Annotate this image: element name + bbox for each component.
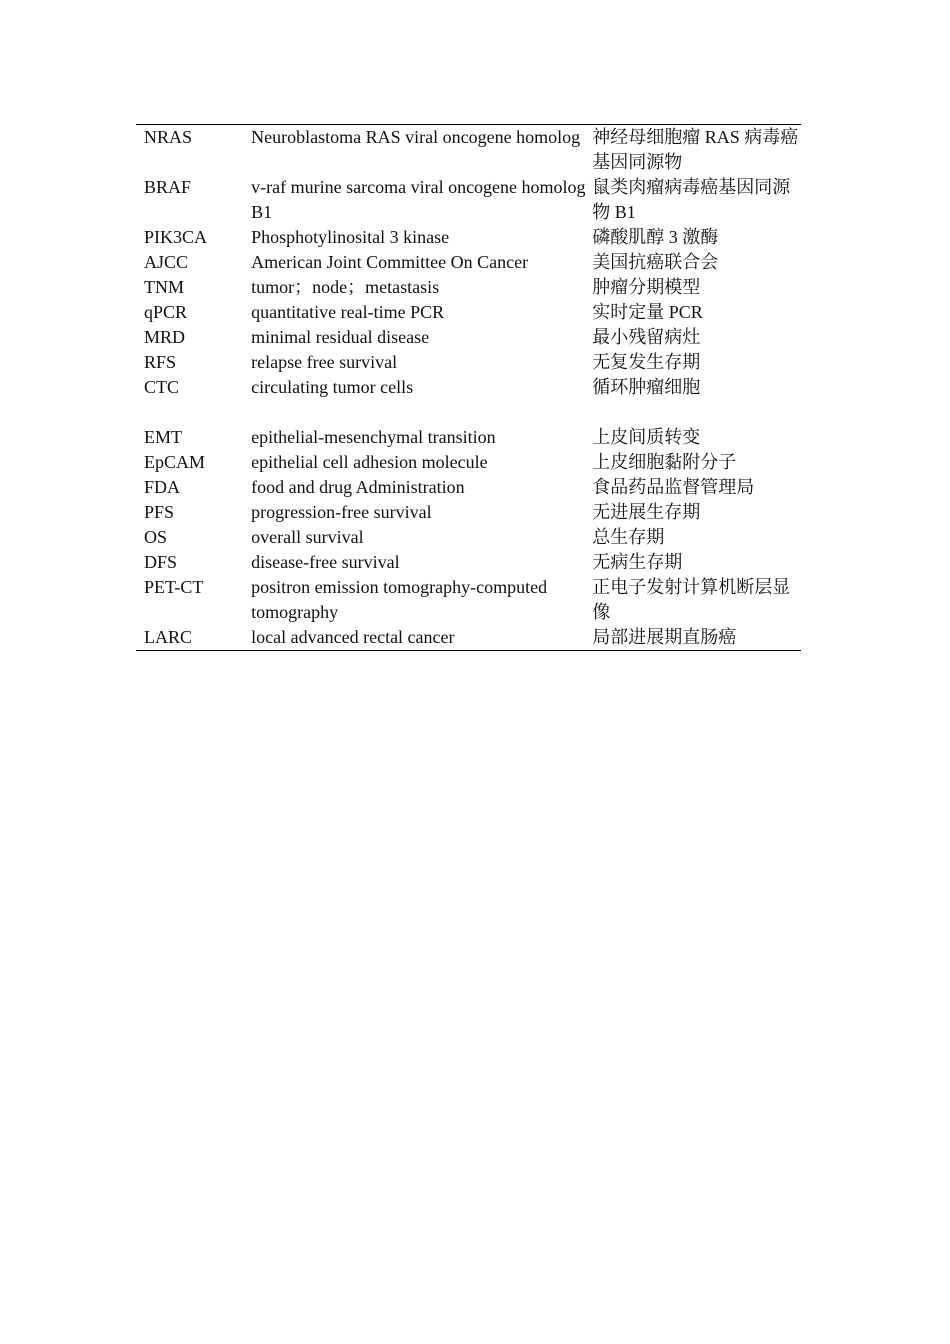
abbreviation-cell: NRAS	[144, 127, 193, 147]
table-row	[136, 325, 801, 350]
chinese-term-cell: 无复发生存期	[592, 352, 701, 372]
blank-cell	[592, 400, 801, 425]
chinese-term-cell: 美国抗癌联合会	[592, 252, 719, 272]
abbreviation-cell: AJCC	[144, 252, 189, 272]
chinese-term-cell: 无病生存期	[592, 552, 683, 572]
english-term-cell: food and drug Administration	[251, 477, 465, 497]
table-row	[136, 250, 801, 275]
chinese-term-cell: 磷酸肌醇 3 激酶	[592, 227, 719, 247]
english-term-cell: circulating tumor cells	[251, 377, 414, 397]
blank-cell	[136, 400, 251, 425]
english-term-cell: American Joint Committee On Cancer	[251, 252, 529, 272]
table-row	[136, 225, 801, 250]
english-term-cell: epithelial-mesenchymal transition	[251, 427, 496, 447]
abbreviation-cell: MRD	[144, 327, 186, 347]
table-row	[136, 625, 801, 651]
english-term-cell: overall survival	[251, 527, 364, 547]
table-row	[136, 350, 801, 375]
table-row	[136, 525, 801, 550]
english-term-cell: progression-free survival	[251, 502, 432, 522]
table-row	[136, 425, 801, 450]
chinese-term-cell: 正电子发射计算机断层显像	[592, 577, 791, 622]
blank-row	[136, 400, 801, 425]
english-term-cell: Phosphotylinosital 3 kinase	[251, 227, 450, 247]
chinese-term-cell: 上皮间质转变	[592, 427, 701, 447]
english-term-cell: relapse free survival	[251, 352, 398, 372]
english-term-cell: quantitative real-time PCR	[251, 302, 445, 322]
table-row	[136, 500, 801, 525]
abbreviation-cell: LARC	[144, 627, 193, 647]
abbreviation-cell: PET-CT	[144, 577, 204, 597]
chinese-term-cell: 实时定量 PCR	[592, 302, 703, 322]
table-row	[136, 275, 801, 300]
table-row	[136, 550, 801, 575]
english-term-cell: v-raf murine sarcoma viral oncogene homolog B1	[251, 177, 586, 222]
abbreviation-cell: TNM	[144, 277, 184, 297]
chinese-term-cell: 食品药品监督管理局	[592, 477, 755, 497]
table-row	[136, 450, 801, 475]
english-term-cell: disease-free survival	[251, 552, 400, 572]
abbreviation-cell: EMT	[144, 427, 182, 447]
table-row	[136, 475, 801, 500]
abbreviation-cell: PIK3CA	[144, 227, 208, 247]
blank-cell	[251, 400, 592, 425]
chinese-term-cell: 肿瘤分期模型	[592, 277, 701, 297]
english-term-cell: tumor；node；metastasis	[251, 277, 440, 297]
chinese-term-cell: 上皮细胞黏附分子	[592, 452, 737, 472]
abbreviation-cell: BRAF	[144, 177, 192, 197]
abbreviation-cell: qPCR	[144, 302, 188, 322]
chinese-term-cell: 最小残留病灶	[592, 327, 701, 347]
abbreviation-cell: DFS	[144, 552, 178, 572]
english-term-cell: positron emission tomography-computed tomography	[251, 577, 548, 622]
english-term-cell: Neuroblastoma RAS viral oncogene homolog	[251, 127, 581, 147]
chinese-term-cell: 无进展生存期	[592, 502, 701, 522]
abbreviation-cell: PFS	[144, 502, 175, 522]
english-term-cell: minimal residual disease	[251, 327, 430, 347]
abbreviation-cell: RFS	[144, 352, 177, 372]
chinese-term-cell: 局部进展期直肠癌	[592, 627, 737, 647]
abbreviation-cell: FDA	[144, 477, 181, 497]
chinese-term-cell: 神经母细胞瘤 RAS 病毒癌基因同源物	[592, 127, 799, 172]
english-term-cell: epithelial cell adhesion molecule	[251, 452, 488, 472]
table-row	[136, 300, 801, 325]
chinese-term-cell: 循环肿瘤细胞	[592, 377, 701, 397]
table-row	[136, 125, 801, 176]
abbreviation-cell: CTC	[144, 377, 180, 397]
abbreviation-table	[136, 124, 801, 651]
table-row	[136, 375, 801, 400]
abbreviation-cell: OS	[144, 527, 168, 547]
table-row	[136, 175, 801, 225]
abbreviation-cell: EpCAM	[144, 452, 206, 472]
english-term-cell: local advanced rectal cancer	[251, 627, 455, 647]
chinese-term-cell: 总生存期	[592, 527, 665, 547]
table-row	[136, 575, 801, 625]
chinese-term-cell: 鼠类肉瘤病毒癌基因同源物 B1	[592, 177, 791, 222]
